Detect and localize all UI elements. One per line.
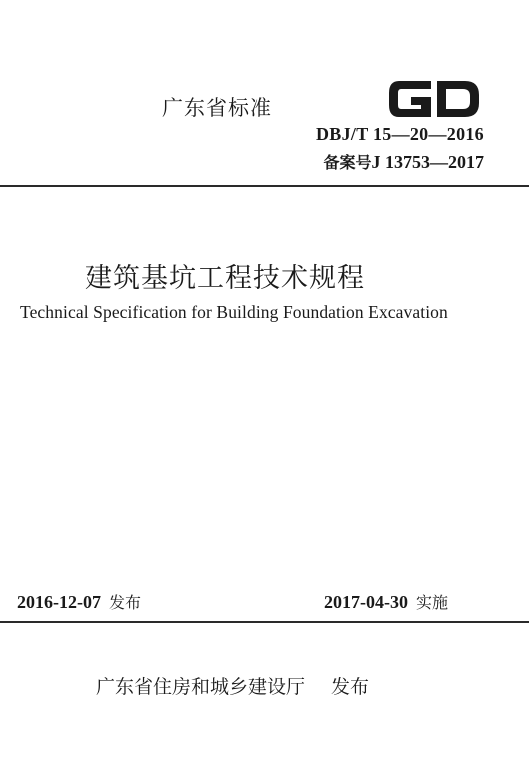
publisher-line: [96, 672, 369, 699]
standard-code: DBJ/T 15—20—2016: [316, 124, 484, 144]
publisher-name: 广东省住房和城乡建设厅: [96, 676, 306, 698]
top-divider: [0, 185, 529, 187]
issue-label: 发布: [109, 593, 142, 612]
chinese-title: 建筑基坑工程技术规程: [85, 263, 365, 294]
publisher-action: 发布: [331, 676, 370, 698]
bottom-divider: [0, 621, 529, 623]
english-title: Technical Specification for Building Foundation Excavation: [20, 302, 448, 322]
implement-label: 实施: [416, 593, 449, 612]
gd-logo-icon: [383, 73, 485, 125]
issue-date-line: [17, 590, 141, 613]
implement-date-line: [324, 590, 448, 613]
issue-date: 2016-12-07: [17, 592, 101, 612]
filing-number-line: [280, 150, 484, 173]
filing-label: 备案号: [323, 153, 372, 172]
implement-date: 2017-04-30: [324, 592, 408, 612]
filing-number: J 13753—2017: [371, 152, 484, 172]
standard-type-label: 广东省标准: [162, 96, 272, 120]
